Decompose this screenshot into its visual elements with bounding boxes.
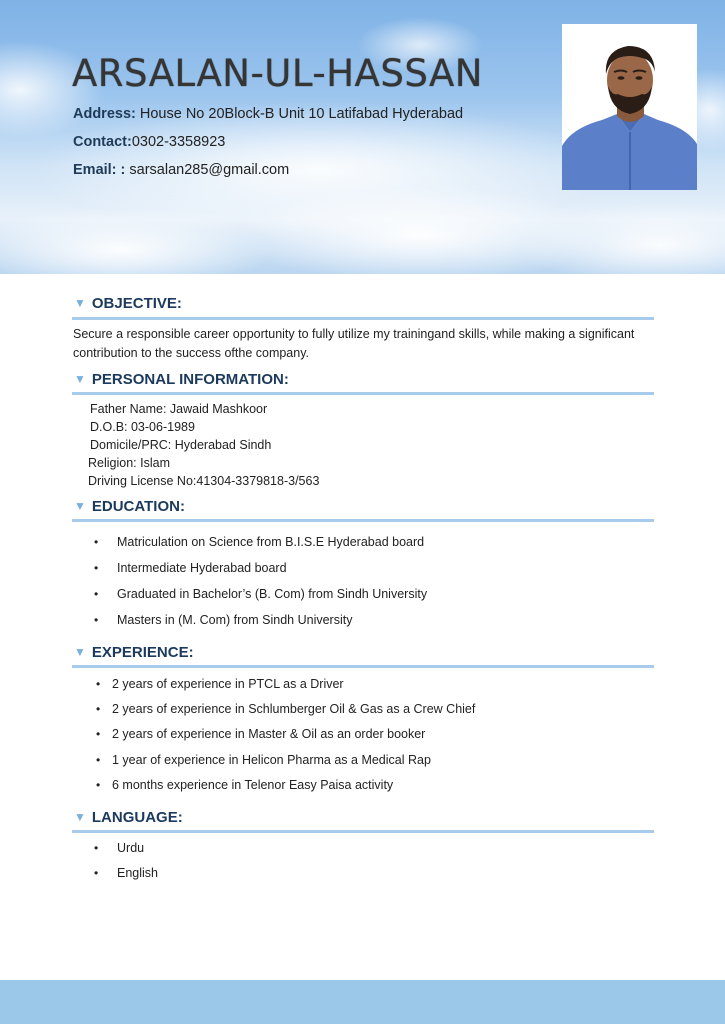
- list-item-text: 1 year of experience in Helicon Pharma as a Medical Rap: [112, 752, 431, 767]
- bullet-icon: •: [96, 702, 101, 717]
- list-item-text: Graduated in Bachelor’s (B. Com) from Sindh University: [117, 587, 428, 601]
- contact-line: [73, 134, 225, 150]
- religion: Religion: Islam: [88, 456, 170, 470]
- date-of-birth: D.O.B: 03-06-1989: [90, 420, 195, 434]
- list-item-text: Urdu: [117, 841, 145, 855]
- language-heading: [74, 809, 183, 826]
- list-item: [74, 727, 475, 752]
- section-divider: [72, 830, 654, 833]
- bullet-icon: •: [96, 727, 101, 742]
- section-divider: [72, 392, 654, 395]
- education-list: [74, 535, 427, 639]
- list-item-text: English: [117, 865, 158, 880]
- list-item: [74, 535, 427, 561]
- bullet-icon: •: [94, 613, 99, 627]
- list-item-text: Matriculation on Science from B.I.S.E Hyderabad board: [117, 535, 425, 549]
- address-label: Address:: [73, 106, 136, 122]
- section-divider: [72, 519, 654, 522]
- section-divider: [72, 665, 654, 668]
- footer-band: [0, 980, 725, 1024]
- list-item-text: 2 years of experience in PTCL as a Driver: [112, 677, 344, 691]
- language-list: [74, 841, 158, 890]
- bullet-icon: •: [94, 865, 99, 880]
- experience-title: EXPERIENCE:: [91, 644, 194, 661]
- bullet-icon: •: [94, 587, 99, 601]
- candidate-name: ARSALAN-UL-HASSAN: [72, 52, 483, 95]
- triangle-down-icon: ▼: [74, 645, 86, 659]
- list-item: [74, 677, 475, 702]
- education-heading: [74, 498, 185, 515]
- bullet-icon: •: [94, 561, 99, 575]
- list-item: [74, 587, 427, 613]
- objective-text: Secure a responsible career opportunity to fully utilize my trainingand skills, while making a significant contribution to the success ofthe company.: [73, 327, 635, 360]
- contact-label: Contact:: [73, 134, 132, 150]
- bullet-icon: •: [96, 677, 101, 691]
- bullet-icon: •: [96, 777, 101, 792]
- address-line: [73, 106, 463, 122]
- education-title: EDUCATION:: [91, 498, 185, 515]
- profile-photo-icon: [562, 36, 697, 190]
- address-value: House No 20Block-B Unit 10 Latifabad Hyderabad: [135, 106, 464, 122]
- experience-list: [74, 677, 475, 803]
- triangle-down-icon: ▼: [74, 499, 86, 513]
- email-label: Email: :: [73, 162, 126, 178]
- section-divider: [72, 317, 654, 320]
- experience-heading: [74, 644, 194, 661]
- list-item: [74, 561, 427, 587]
- contact-value: 0302-3358923: [131, 134, 226, 150]
- father-name: Father Name: Jawaid Mashkoor: [90, 402, 268, 416]
- email-value[interactable]: sarsalan285@gmail.com: [125, 162, 290, 178]
- personal-info-title: PERSONAL INFORMATION:: [91, 371, 289, 388]
- header-banner: [0, 0, 725, 274]
- objective-title: OBJECTIVE:: [91, 295, 182, 312]
- list-item: [74, 702, 475, 727]
- list-item: [74, 778, 475, 803]
- list-item-text: Intermediate Hyderabad board: [117, 561, 287, 575]
- list-item-text: Masters in (M. Com) from Sindh University: [117, 613, 353, 627]
- bullet-icon: •: [94, 841, 99, 855]
- bullet-icon: •: [96, 752, 101, 767]
- list-item: [74, 866, 158, 891]
- list-item: [74, 841, 158, 866]
- triangle-down-icon: ▼: [74, 296, 86, 310]
- email-line: [73, 162, 289, 178]
- triangle-down-icon: ▼: [74, 372, 86, 386]
- list-item-text: 2 years of experience in Schlumberger Oil & Gas as a Crew Chief: [112, 702, 476, 717]
- language-title: LANGUAGE:: [91, 809, 183, 826]
- triangle-down-icon: ▼: [74, 810, 86, 824]
- domicile: Domicile/PRC: Hyderabad Sindh: [90, 438, 272, 452]
- objective-heading: [74, 295, 182, 312]
- driving-license: Driving License No:41304-3379818-3/563: [88, 474, 320, 488]
- list-item-text: 2 years of experience in Master & Oil as an order booker: [112, 727, 426, 742]
- personal-info-heading: [74, 371, 289, 388]
- list-item: [74, 753, 475, 778]
- profile-photo-frame: [562, 24, 697, 190]
- list-item: [74, 613, 427, 639]
- list-item-text: 6 months experience in Telenor Easy Paisa activity: [112, 777, 394, 792]
- bullet-icon: •: [94, 535, 99, 549]
